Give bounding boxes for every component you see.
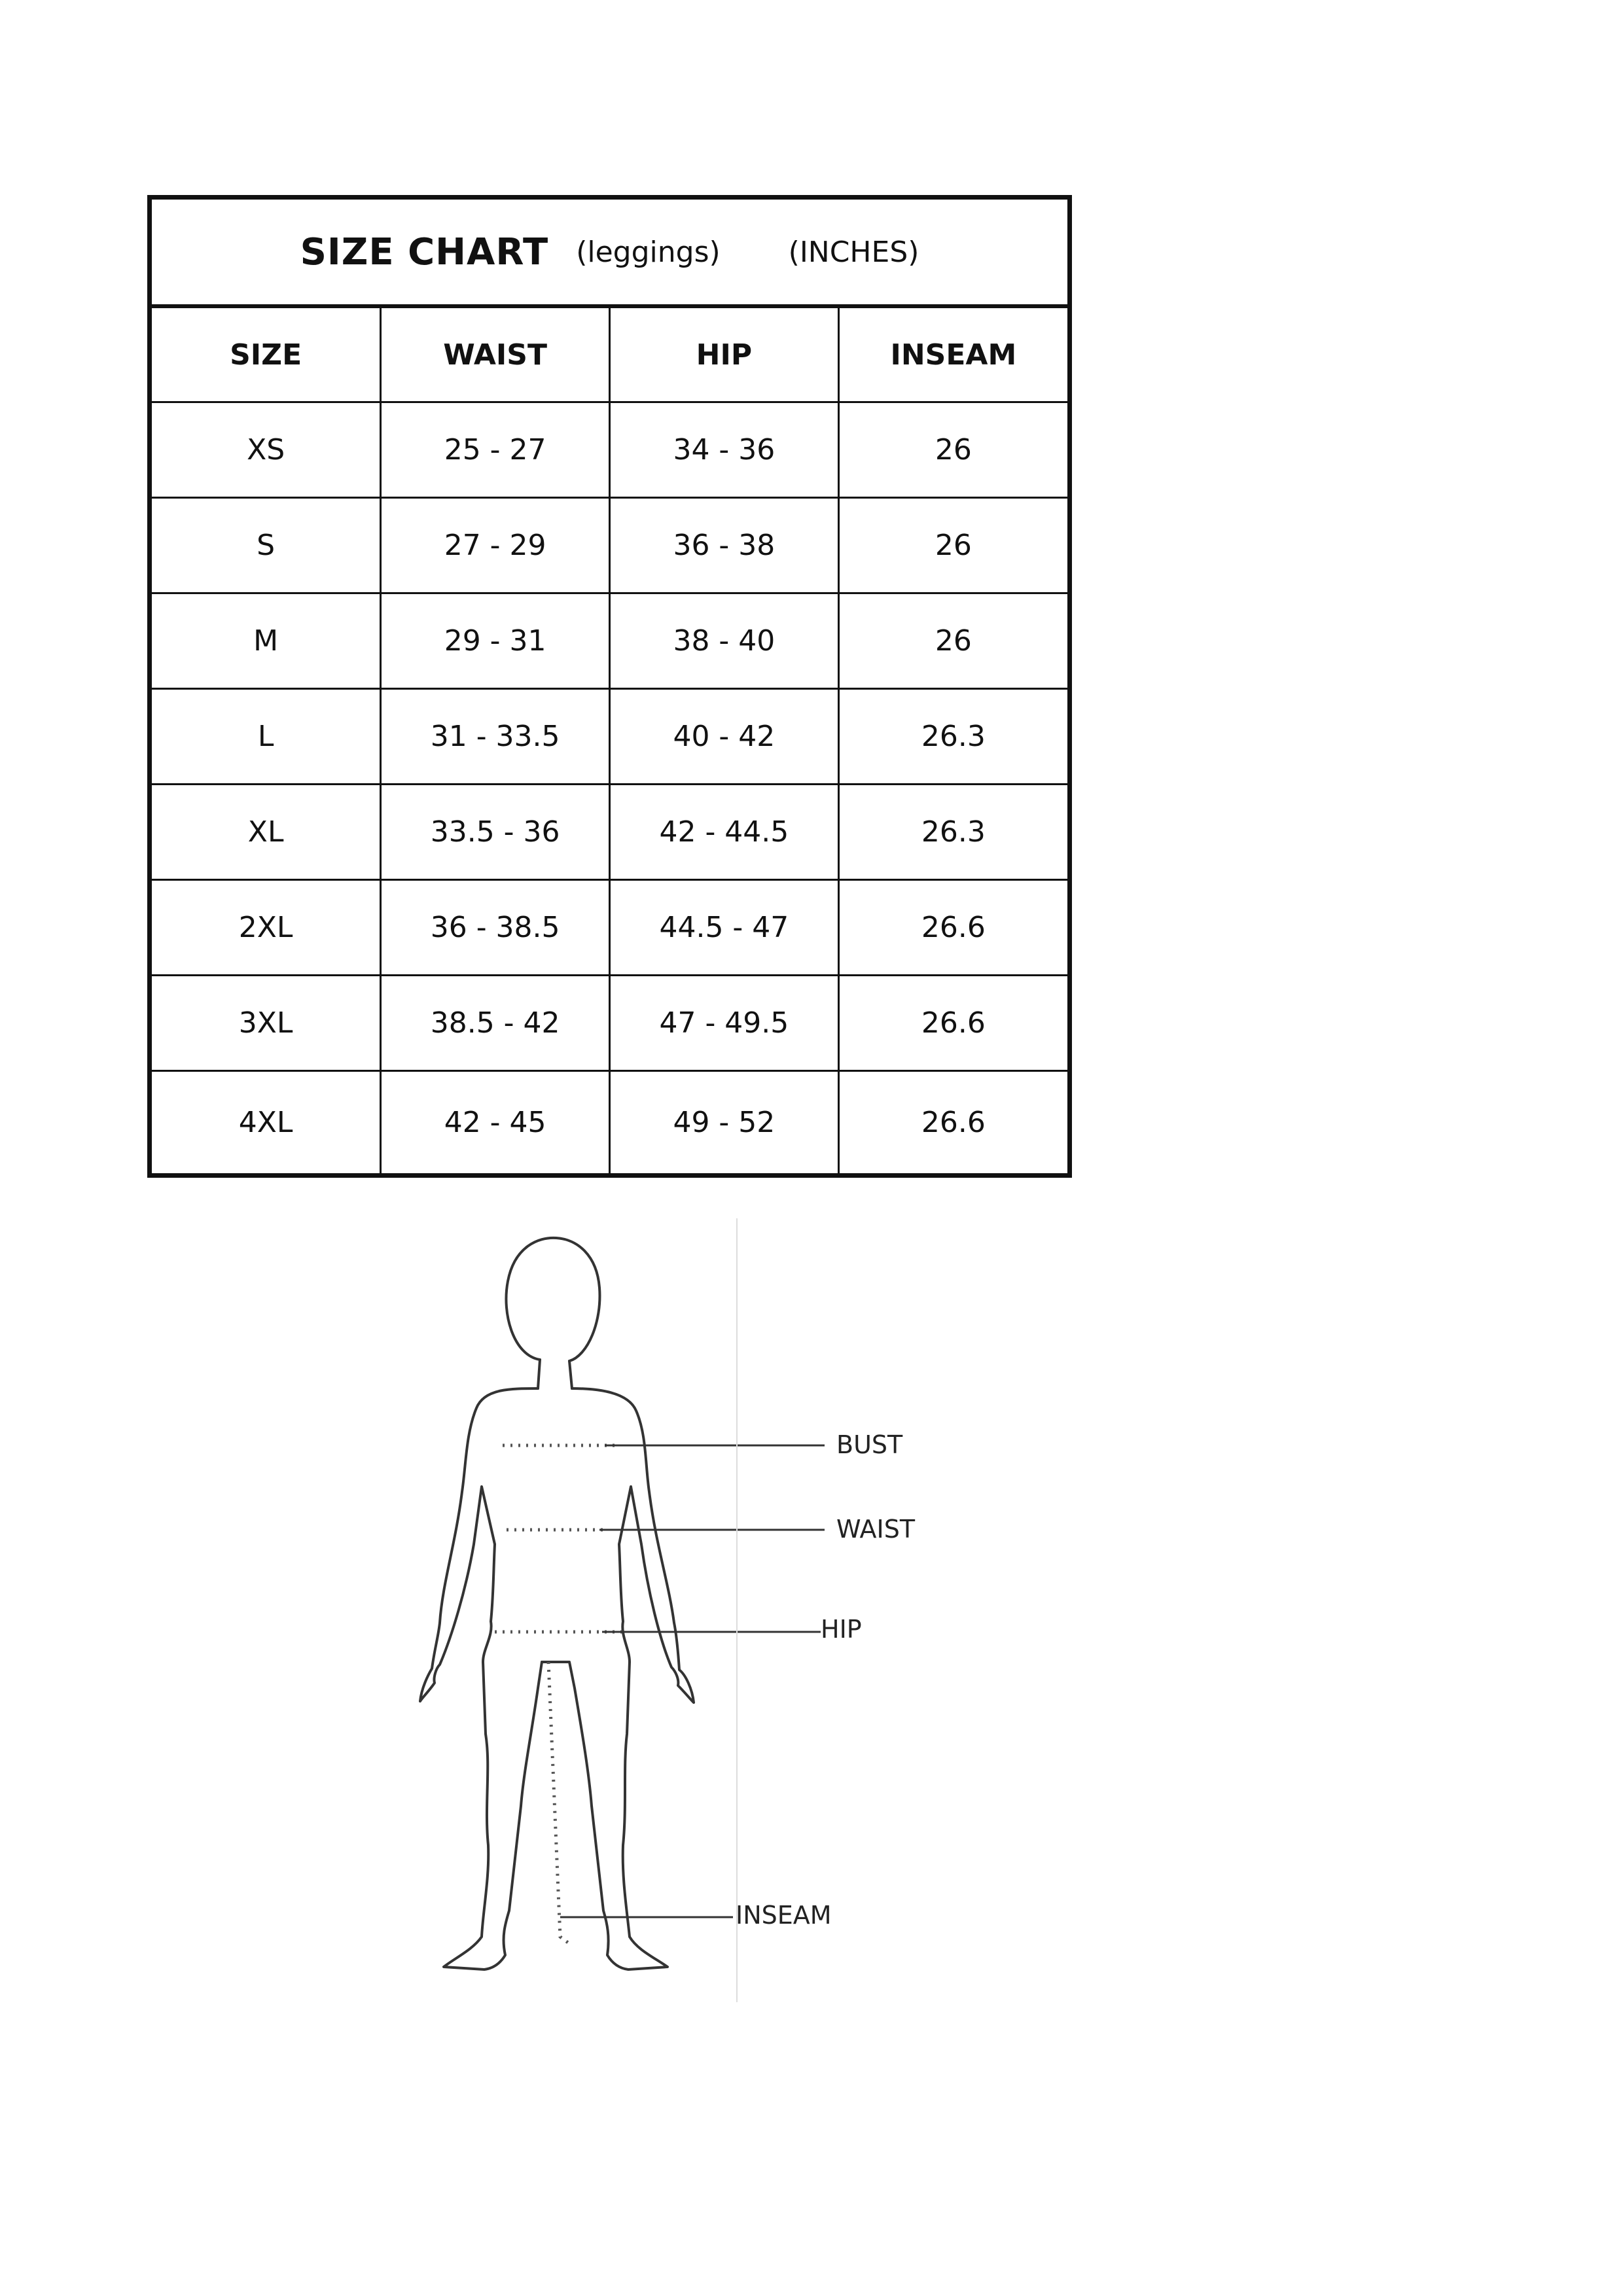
- table-cell-size: S: [152, 498, 381, 593]
- table-cell-waist: 25 - 27: [381, 402, 610, 498]
- table-cell-hip: 38 - 40: [610, 593, 839, 689]
- table-cell-hip: 49 - 52: [610, 1071, 839, 1174]
- table-cell-size: L: [152, 689, 381, 785]
- table-cell-inseam: 26: [838, 402, 1067, 498]
- header-row: [152, 308, 1067, 402]
- table-cell-inseam: 26: [838, 593, 1067, 689]
- table-row: [152, 976, 1067, 1071]
- table-cell-waist: 38.5 - 42: [381, 976, 610, 1071]
- table-row: [152, 402, 1067, 498]
- table-cell-hip: 47 - 49.5: [610, 976, 839, 1071]
- column-header-waist: WAIST: [381, 308, 610, 402]
- table-cell-size: 4XL: [152, 1071, 381, 1174]
- neck-outline: [538, 1360, 572, 1388]
- table-cell-hip: 34 - 36: [610, 402, 839, 498]
- size-chart-table: [147, 195, 1072, 1178]
- size-table: [152, 308, 1067, 1173]
- column-header-inseam: INSEAM: [838, 308, 1067, 402]
- size-table-body: [152, 402, 1067, 1174]
- size-chart-title: SIZE CHART: [300, 230, 549, 274]
- table-cell-inseam: 26: [838, 498, 1067, 593]
- left-body-outline: [420, 1388, 542, 1969]
- size-chart-subtitle: (leggings): [576, 235, 721, 269]
- column-header-size: SIZE: [230, 338, 302, 372]
- table-cell-size: 2XL: [152, 880, 381, 976]
- table-cell-hip: 40 - 42: [610, 689, 839, 785]
- table-cell-inseam: 26.6: [838, 880, 1067, 976]
- inseam-measure-line: [548, 1662, 571, 1945]
- waist-label: WAIST: [836, 1515, 916, 1544]
- bust-label: BUST: [836, 1430, 903, 1459]
- table-cell-size: XS: [152, 402, 381, 498]
- size-chart-unit: (INCHES): [788, 235, 919, 269]
- table-cell-waist: 36 - 38.5: [381, 880, 610, 976]
- body-measurement-figure: [366, 1217, 929, 2015]
- table-cell-inseam: 26.6: [838, 1071, 1067, 1174]
- inseam-label: INSEAM: [736, 1901, 832, 1930]
- right-body-outline: [542, 1388, 694, 1969]
- table-cell-hip: 36 - 38: [610, 498, 839, 593]
- table-cell-waist: 31 - 33.5: [381, 689, 610, 785]
- table-cell-inseam: 26.3: [838, 785, 1067, 880]
- table-cell-hip: 44.5 - 47: [610, 880, 839, 976]
- table-cell-size: M: [152, 593, 381, 689]
- table-row: [152, 880, 1067, 976]
- table-cell-size: 3XL: [152, 976, 381, 1071]
- table-cell-inseam: 26.3: [838, 689, 1067, 785]
- table-cell-hip: 42 - 44.5: [610, 785, 839, 880]
- table-row: [152, 498, 1067, 593]
- table-row: [152, 593, 1067, 689]
- table-cell-size: XL: [152, 785, 381, 880]
- size-chart-title-row: [152, 200, 1067, 308]
- table-cell-inseam: 26.6: [838, 976, 1067, 1071]
- table-cell-waist: 27 - 29: [381, 498, 610, 593]
- head-outline: [506, 1238, 599, 1361]
- column-header-hip: HIP: [610, 308, 839, 402]
- hip-label: HIP: [821, 1615, 862, 1644]
- table-cell-waist: 42 - 45: [381, 1071, 610, 1174]
- table-row: [152, 785, 1067, 880]
- table-cell-waist: 29 - 31: [381, 593, 610, 689]
- table-row: [152, 1071, 1067, 1174]
- table-cell-waist: 33.5 - 36: [381, 785, 610, 880]
- table-row: [152, 689, 1067, 785]
